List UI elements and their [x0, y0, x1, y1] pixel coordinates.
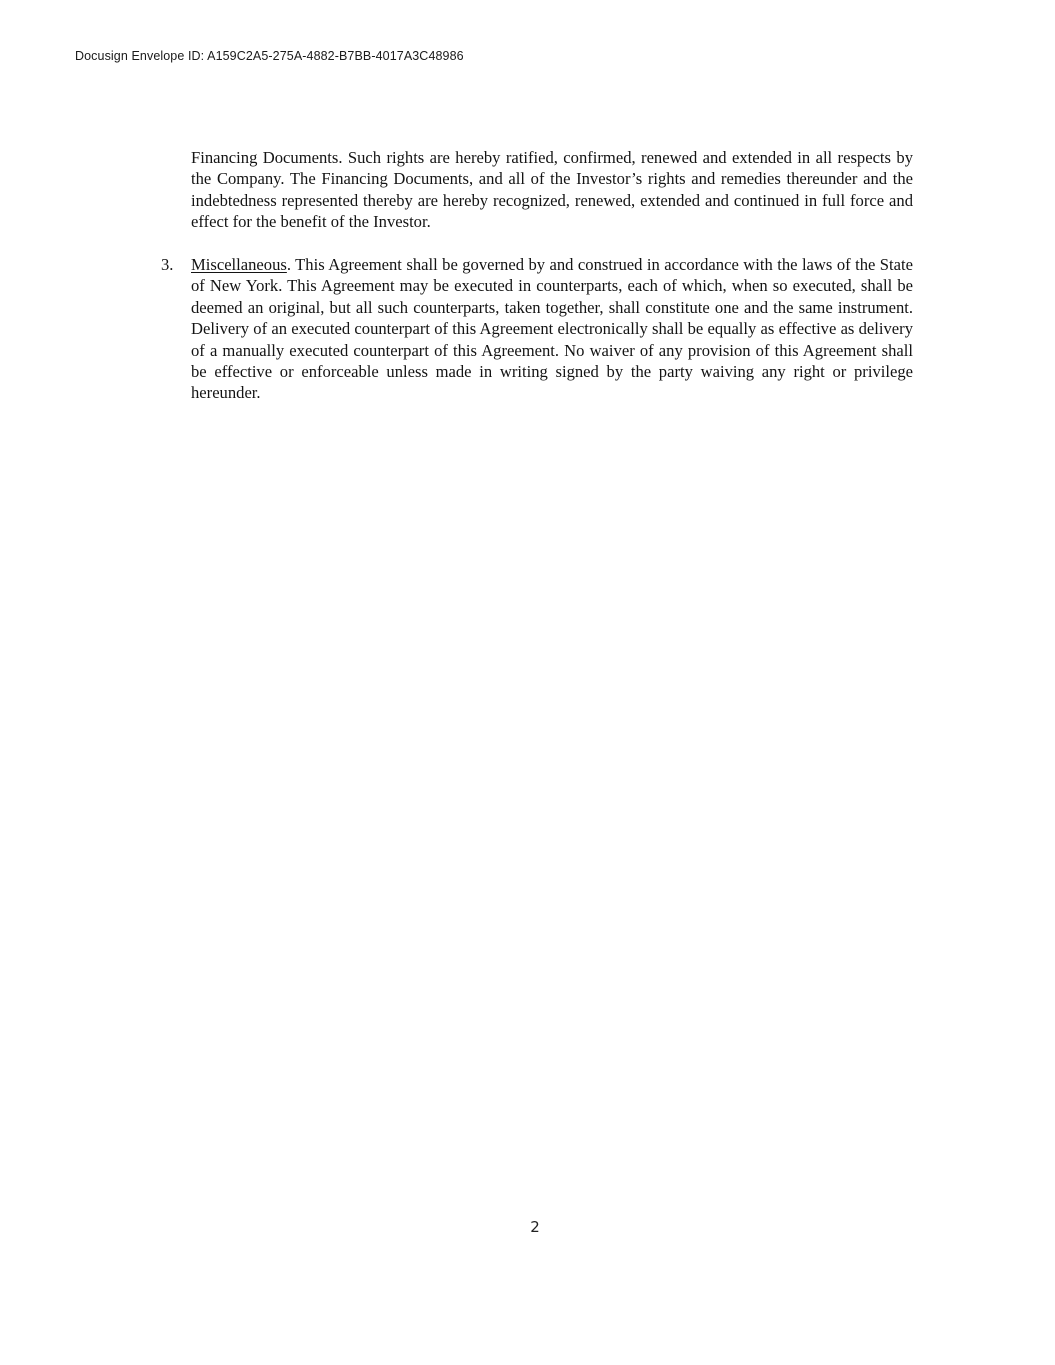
page-number: 2: [530, 1218, 540, 1236]
section-heading: Miscellaneous: [191, 255, 287, 274]
section-miscellaneous: [161, 254, 913, 404]
section-heading-suffix: .: [286, 255, 292, 274]
continued-paragraph: Financing Documents. Such rights are hereby ratified, confirmed, renewed and extended in all respects by the Company. The Financing Documents, and all of the Investor’s rights and remedies thereunder and the indebtedness represented thereby are hereby recognized, renewed, extended and continued in full force and effect for the benefit of the Investor.: [191, 148, 913, 232]
envelope-id-header: Docusign Envelope ID: A159C2A5-275A-4882-B7BB-4017A3C48986: [75, 49, 464, 63]
section-text: This Agreement shall be governed by and construed in accordance with the laws of the State of New York. This Agreement may be executed in counterparts, each of which, when so executed, shall be deemed an original, but all such counterparts, taken together, shall constitute one and the same instrument. Delivery of an executed counterpart of this Agreement electronically shall be equally as effective as delivery of a manually executed counterpart of this Agreement. No waiver of any provision of this Agreement shall be effective or enforceable unless made in writing signed by the party waiving any right or privilege hereunder.: [191, 255, 913, 403]
section-number: 3.: [161, 255, 174, 274]
section-body: [191, 254, 913, 404]
